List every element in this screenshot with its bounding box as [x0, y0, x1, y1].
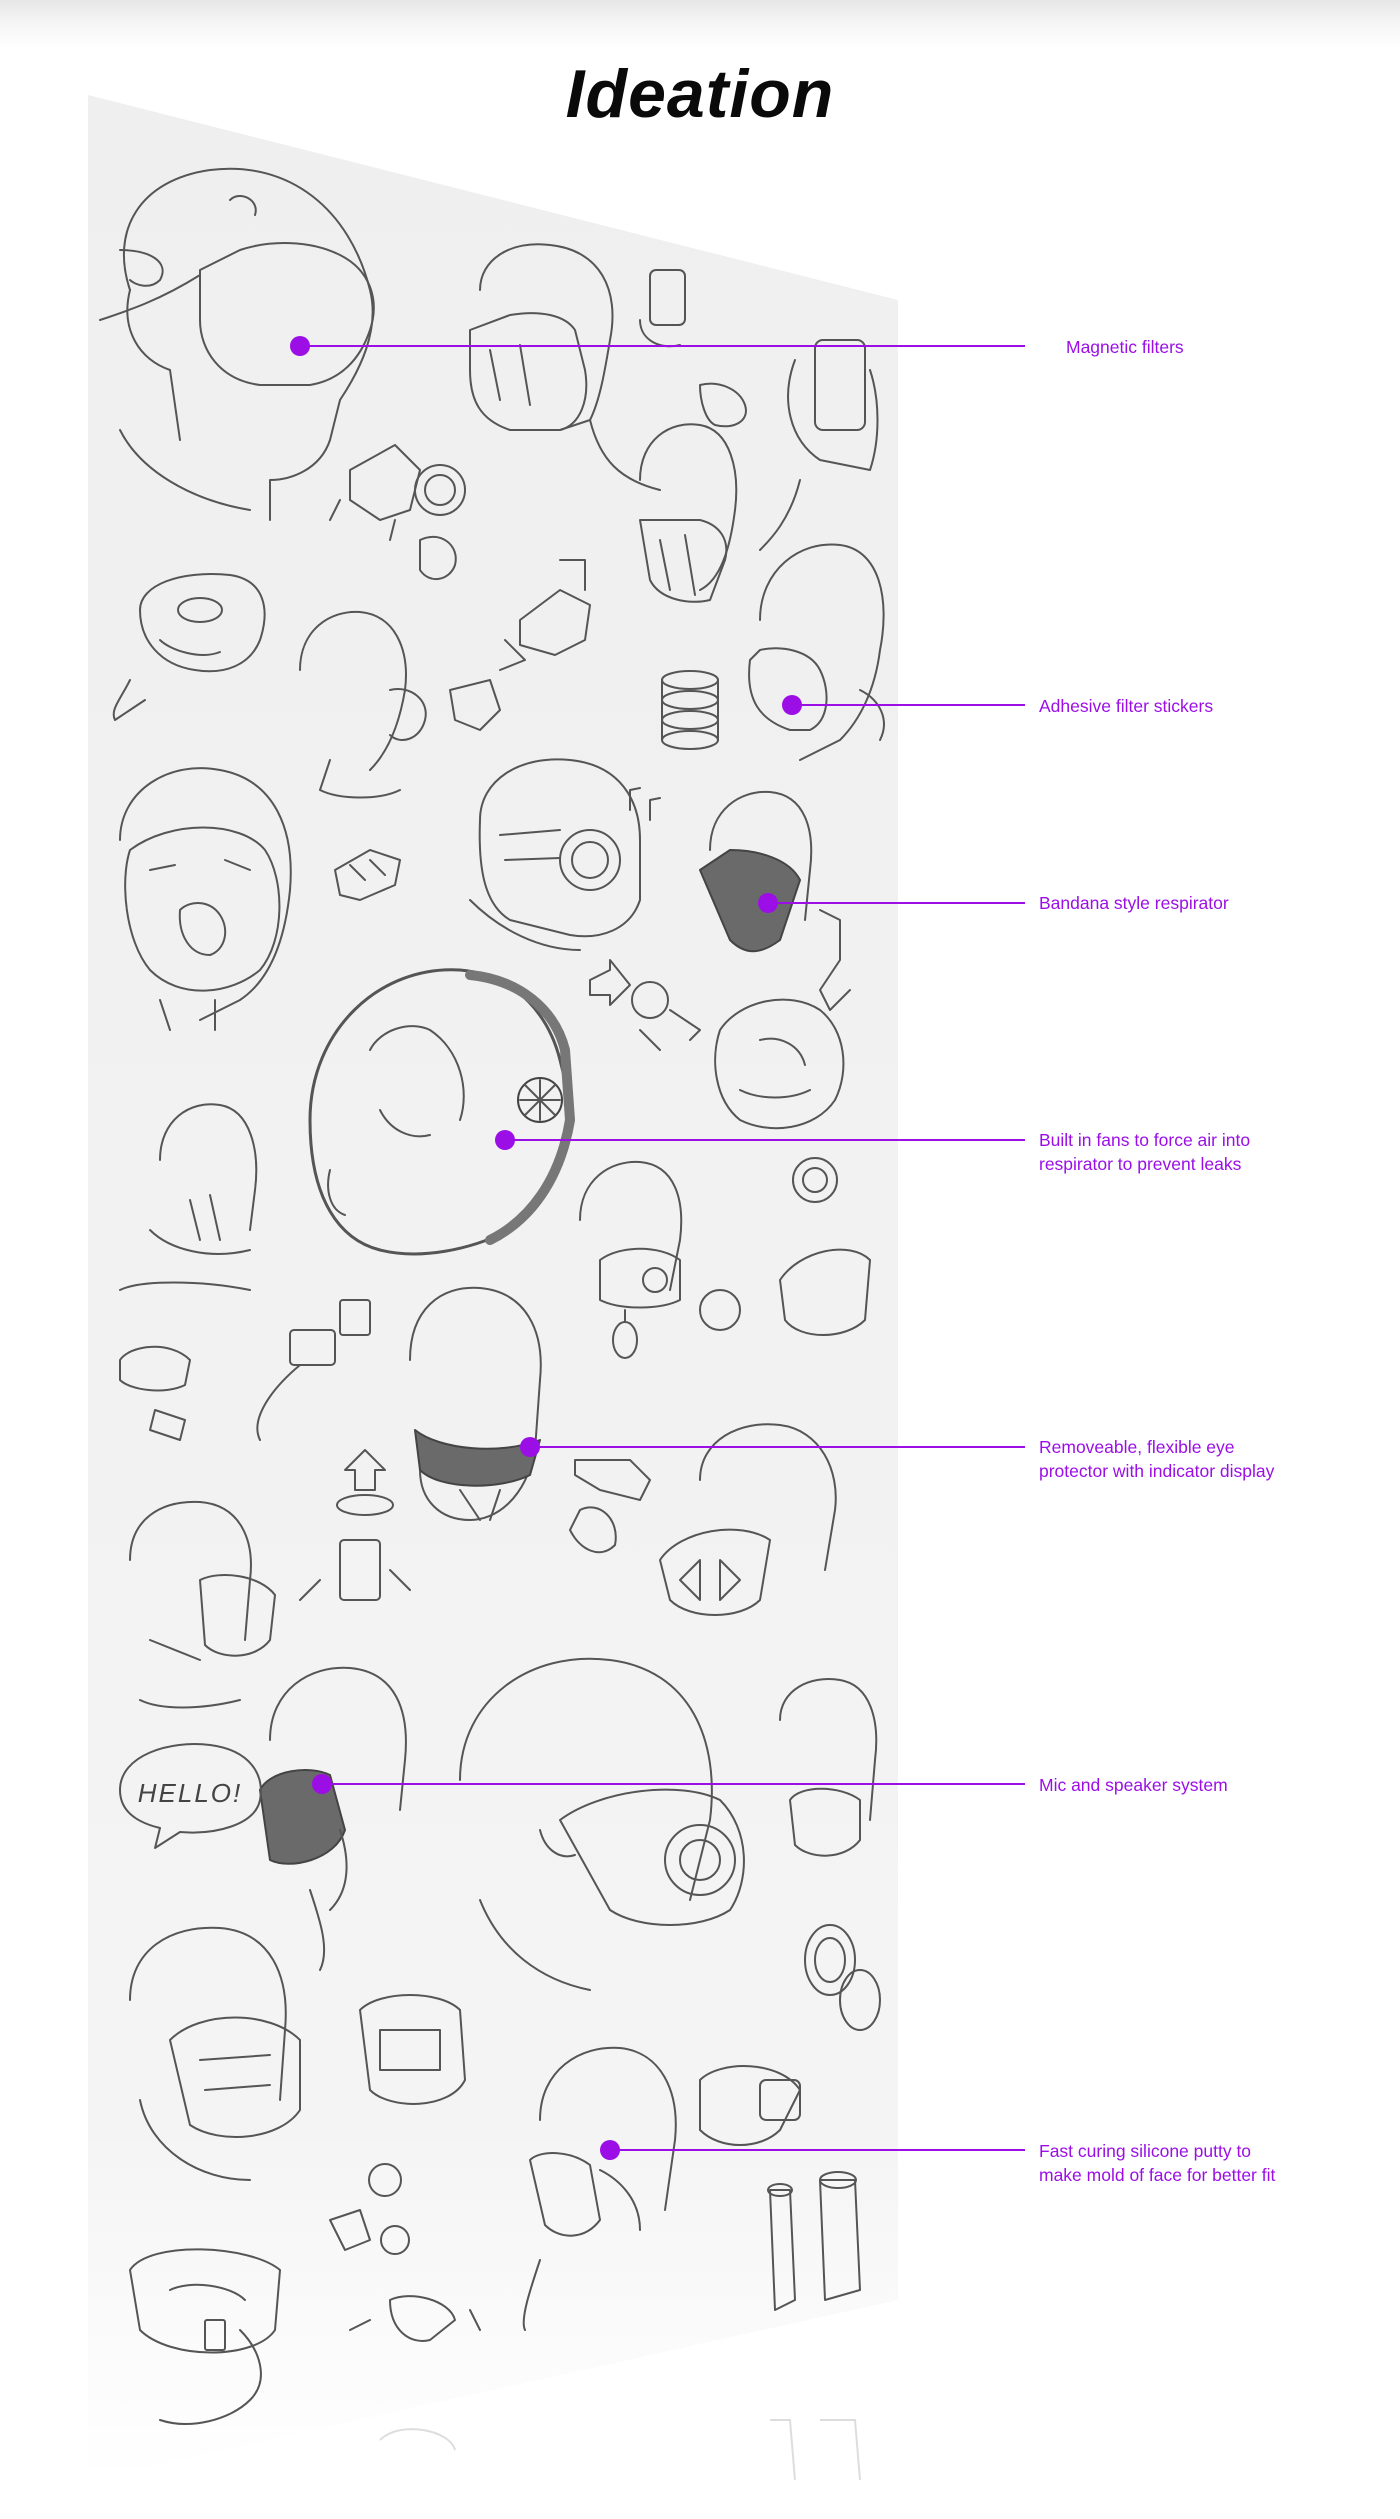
callout-label-adhesive-filter-stickers: Adhesive filter stickers: [1039, 696, 1214, 716]
callout-label-bandana-respirator: Bandana style respirator: [1039, 893, 1229, 913]
sketch-panel: [88, 95, 898, 2480]
callout-dot-fans: [495, 1130, 515, 1150]
callout-label-magnetic-filters: Magnetic filters: [1066, 337, 1184, 357]
callout-dot-adhesive: [782, 695, 802, 715]
callout-label-mic-speaker: Mic and speaker system: [1039, 1775, 1228, 1795]
speech-bubble-text: HELLO!: [137, 1778, 243, 1808]
page-title: Ideation: [565, 56, 835, 132]
callout-dot-eye: [520, 1437, 540, 1457]
callout-label-built-in-fans: Built in fans to force air into respirator to prevent leaks: [1039, 1130, 1251, 1174]
callout-dot-magnetic: [290, 336, 310, 356]
panel-reflection: [380, 2420, 860, 2480]
callout-dot-bandana: [758, 893, 778, 913]
callout-dot-mic: [312, 1774, 332, 1794]
callout-label-silicone-putty: Fast curing silicone putty to make mold of face for better fit: [1039, 2141, 1276, 2185]
callout-label-eye-protector: Removeable, flexible eye protector with indicator display: [1039, 1437, 1275, 1481]
callout-dot-putty: [600, 2140, 620, 2160]
